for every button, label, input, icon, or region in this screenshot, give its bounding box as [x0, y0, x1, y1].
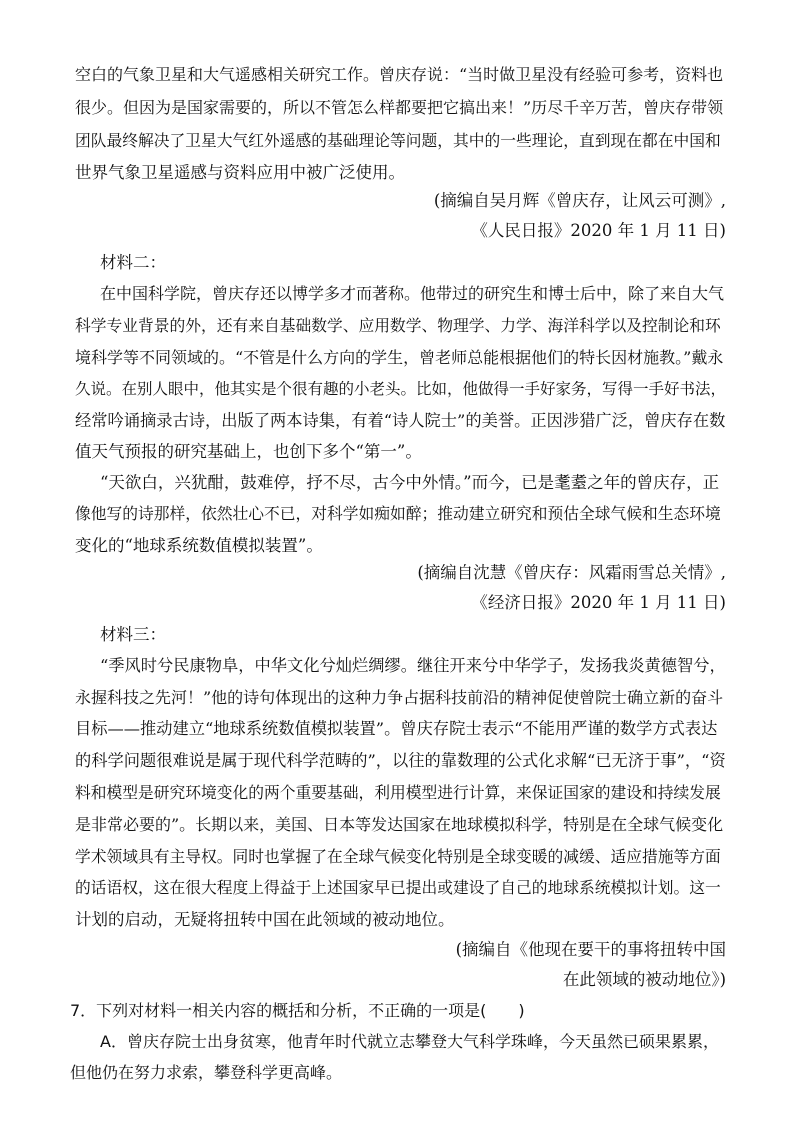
passage-line: 学术领域具有主导权。同时也掌握了在全球气候变化特别是全球变暖的减缓、适应措施等方面	[75, 847, 721, 866]
passage-line: 变化的“地球系统数值模拟装置”。	[75, 536, 323, 555]
source-citation: (摘编自吴月辉《曾庆存，让风云可测》,	[433, 191, 726, 210]
passage-line: 是非常必要的”。长期以来，美国、日本等发达国家在地球模拟科学，特别是在全球气候变化	[75, 815, 724, 834]
passage-line: 很少。但因为是国家需要的，所以不管怎么样都要把它搞出来！”历尽千辛万苦，曾庆存带领	[75, 98, 724, 117]
passage-line: 科学专业背景的外，还有来自基础数学、应用数学、物理学、力学、海洋科学以及控制论和环	[75, 316, 721, 335]
source-citation: (摘编自《他现在要干的事将扭转中国	[455, 940, 726, 959]
material-heading: 材料三：	[100, 625, 166, 644]
passage-line: 在中国科学院，曾庆存还以博学多才而著称。他带过的研究生和博士后中，除了来自大气	[100, 284, 725, 303]
passage-line: 的科学问题很难说是属于现代科学范畴的”，以往的靠数理的公式化求解“已无济于事”，“资	[75, 751, 726, 770]
passage-line: 境科学等不同领域的。“不管是什么方向的学生，曾老师总能根据他们的特长因材施教。”戴永	[75, 348, 724, 367]
passage-line: “季风时兮民康物阜，中华文化兮灿烂绸缪。继往开来兮中华学子，发扬我炎黄德智兮，	[100, 656, 726, 675]
passage-line: “天欲白，兴犹酣，鼓难停，抒不尽，古今中外情。”而今，已是耄耋之年的曾庆存，正	[100, 473, 720, 492]
passage-line: 像他写的诗那样，依然壮心不已，对科学如痴如醉；推动建立研究和预估全球气候和生态环境	[75, 504, 721, 523]
passage-line: 值天气预报的研究基础上，也创下多个“第一”。	[75, 442, 422, 461]
question-option-a-continued: 但他仍在努力求索，攀登科学更高峰。	[70, 1063, 343, 1082]
passage-line: 料和模型是研究环境变化的两个重要基础，利用模型进行计算，来保证国家的建设和持续发展	[75, 783, 721, 802]
source-citation: (摘编自沈慧《曾庆存：风霜雨雪总关情》,	[417, 563, 726, 582]
passage-line: 经常吟诵摘录古诗，出版了两本诗集，有着“诗人院士”的美誉。正因涉猎广泛，曾庆存在数	[75, 411, 726, 430]
passage-line: 久说。在别人眼中，他其实是个很有趣的小老头。比如，他做得一手好家务，写得一手好书法，	[75, 380, 727, 398]
question-stem: 7．下列对材料一相关内容的概括和分析，不正确的一项是( )	[70, 1001, 525, 1020]
passage-line: 目标——推动建立“地球系统数值模拟装置”。曾庆存院士表示“不能用严谨的数学方式表达	[75, 719, 718, 738]
material-heading: 材料二：	[100, 253, 166, 272]
passage-line: 永握科技之先河！”他的诗句体现出的这种力争占据科技前沿的精神促使曾院士确立新的奋斗	[75, 688, 724, 707]
passage-line: 的话语权，这在很大程度上得益于上述国家早已提出或建设了自己的地球系统模拟计划。这一	[75, 878, 721, 897]
passage-line: 世界气象卫星遥感与资料应用中被广泛使用。	[75, 163, 405, 182]
source-citation: 在此领域的被动地位》)	[562, 970, 726, 989]
source-citation: 《经济日报》2020 年 1 月 11 日)	[471, 593, 726, 612]
question-option-a: A．曾庆存院士出身贫寒，他青年时代就立志攀登大气科学珠峰，今天虽然已硕果累累，	[100, 1032, 719, 1051]
passage-line: 计划的启动，无疑将扭转中国在此领域的被动地位。	[75, 910, 455, 929]
passage-line: 空白的气象卫星和大气遥感相关研究工作。曾庆存说：“当时做卫星没有经验可参考，资料也	[75, 65, 724, 84]
source-citation: 《人民日报》2020 年 1 月 11 日)	[471, 221, 726, 240]
passage-line: 团队最终解决了卫星大气红外遥感的基础理论等问题，其中的一些理论，直到现在都在中国和	[75, 131, 721, 150]
